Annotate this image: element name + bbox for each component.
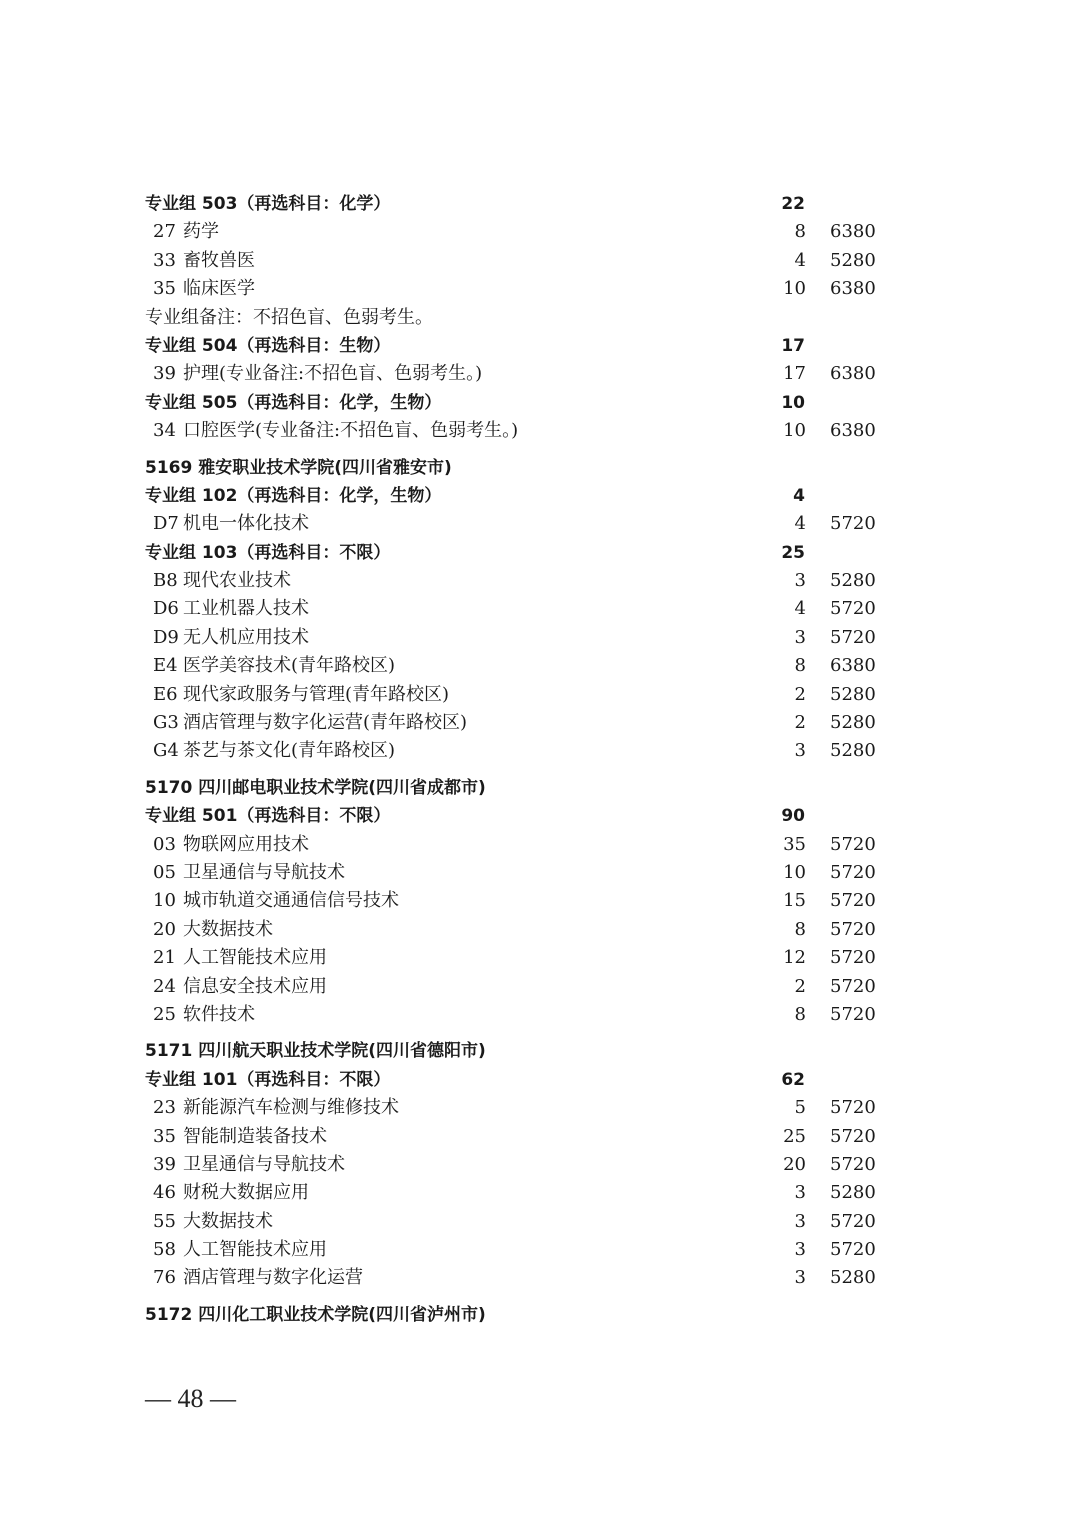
- tuition-fee: 5280: [830, 1267, 876, 1289]
- plan-count: 3: [794, 1267, 806, 1289]
- plan-count: 4: [794, 249, 806, 271]
- plan-count: 8: [794, 655, 806, 677]
- major-code: 35: [153, 1125, 176, 1147]
- major-code: 24: [153, 975, 176, 997]
- major-code: E6: [153, 683, 178, 705]
- tuition-fee: 5720: [830, 1125, 876, 1147]
- major-code: 05: [153, 861, 176, 883]
- major-name: 大数据技术: [183, 918, 273, 940]
- major-name: 人工智能技术应用: [183, 1239, 327, 1261]
- major-code: 25: [153, 1003, 176, 1025]
- major-name: 口腔医学(专业备注:不招色盲、色弱考生。): [183, 420, 519, 442]
- plan-count: 35: [783, 833, 806, 855]
- major-row: [0, 624, 1080, 652]
- group-row: [0, 482, 1080, 510]
- major-code: 55: [153, 1210, 176, 1232]
- tuition-fee: 5720: [830, 1153, 876, 1175]
- plan-count: 3: [794, 1210, 806, 1232]
- major-name: 物联网应用技术: [183, 833, 309, 855]
- major-row: [0, 916, 1080, 944]
- major-name: 大数据技术: [183, 1210, 273, 1232]
- major-name: 财税大数据应用: [183, 1182, 309, 1204]
- group-note: [0, 304, 1080, 332]
- group-row: [0, 802, 1080, 830]
- major-name: 护理(专业备注:不招色盲、色弱考生。): [183, 363, 483, 385]
- plan-count: 4: [794, 513, 806, 535]
- tuition-fee: 5720: [830, 918, 876, 940]
- major-name: 人工智能技术应用: [183, 947, 327, 969]
- major-row: [0, 887, 1080, 915]
- plan-count: 4: [794, 598, 806, 620]
- tuition-fee: 6380: [830, 363, 876, 385]
- plan-count: 12: [783, 947, 806, 969]
- tuition-fee: 6380: [830, 278, 876, 300]
- major-code: G4: [153, 740, 179, 762]
- college-heading: [0, 1301, 1080, 1329]
- tuition-fee: 5720: [830, 598, 876, 620]
- plan-count: 8: [794, 1003, 806, 1025]
- note-title: 专业组备注：不招色盲、色弱考生。: [145, 306, 433, 328]
- major-name: 畜牧兽医: [183, 249, 255, 271]
- major-row: [0, 681, 1080, 709]
- major-code: 76: [153, 1267, 176, 1289]
- plan-count: 8: [794, 221, 806, 243]
- major-name: 工业机器人技术: [183, 598, 309, 620]
- tuition-fee: 6380: [830, 221, 876, 243]
- plan-count: 17: [781, 335, 805, 356]
- tuition-fee: 5280: [830, 1182, 876, 1204]
- college-heading: [0, 1037, 1080, 1065]
- plan-count: 62: [781, 1069, 805, 1090]
- college-title: 5170 四川邮电职业技术学院(四川省成都市): [145, 777, 486, 798]
- group-row: [0, 389, 1080, 417]
- plan-count: 3: [794, 570, 806, 592]
- major-row: [0, 1236, 1080, 1264]
- major-name: 药学: [183, 221, 219, 243]
- plan-count: 25: [783, 1125, 806, 1147]
- college-title: 5171 四川航天职业技术学院(四川省德阳市): [145, 1041, 486, 1062]
- tuition-fee: 5720: [830, 861, 876, 883]
- major-name: 临床医学: [183, 278, 255, 300]
- major-code: 34: [153, 420, 176, 442]
- major-name: 新能源汽车检测与维修技术: [183, 1097, 399, 1119]
- plan-count: 22: [781, 194, 805, 214]
- tuition-fee: 5720: [830, 513, 876, 535]
- college-heading: [0, 774, 1080, 802]
- college-heading: [0, 454, 1080, 482]
- tuition-fee: 5720: [830, 1097, 876, 1119]
- plan-count: 10: [783, 420, 806, 442]
- major-row: [0, 737, 1080, 765]
- group-title: 专业组 505（再选科目：化学，生物）: [145, 392, 442, 413]
- tuition-fee: 5720: [830, 947, 876, 969]
- group-row: [0, 332, 1080, 360]
- major-code: 39: [153, 363, 176, 385]
- plan-count: 3: [794, 626, 806, 648]
- tuition-fee: 6380: [830, 420, 876, 442]
- plan-count: 25: [781, 542, 805, 563]
- major-row: [0, 595, 1080, 623]
- group-title: 专业组 102（再选科目：化学，生物）: [145, 485, 442, 506]
- major-row: [0, 247, 1080, 275]
- tuition-fee: 5720: [830, 1239, 876, 1261]
- major-row: [0, 510, 1080, 538]
- major-row: [0, 973, 1080, 1001]
- major-code: 20: [153, 918, 176, 940]
- major-row: [0, 218, 1080, 246]
- admission-plan-list: [0, 190, 1080, 1329]
- tuition-fee: 5280: [830, 249, 876, 271]
- tuition-fee: 5720: [830, 626, 876, 648]
- major-code: 46: [153, 1182, 176, 1204]
- major-code: 23: [153, 1097, 176, 1119]
- major-name: 现代家政服务与管理(青年路校区): [183, 683, 450, 705]
- major-code: G3: [153, 712, 179, 734]
- major-code: 58: [153, 1239, 176, 1261]
- major-name: 智能制造装备技术: [183, 1125, 327, 1147]
- major-name: 茶艺与茶文化(青年路校区): [183, 740, 396, 762]
- group-row: [0, 190, 1080, 218]
- major-name: 机电一体化技术: [183, 513, 309, 535]
- major-row: [0, 652, 1080, 680]
- major-code: 03: [153, 833, 176, 855]
- group-row: [0, 539, 1080, 567]
- plan-count: 5: [794, 1097, 806, 1119]
- plan-count: 90: [781, 806, 805, 827]
- major-name: 软件技术: [183, 1003, 255, 1025]
- major-row: [0, 275, 1080, 303]
- plan-count: 15: [783, 890, 806, 912]
- group-row: [0, 1066, 1080, 1094]
- plan-count: 10: [783, 278, 806, 300]
- plan-count: 2: [794, 683, 806, 705]
- plan-count: 10: [783, 861, 806, 883]
- tuition-fee: 5280: [830, 740, 876, 762]
- plan-count: 3: [794, 1239, 806, 1261]
- major-row: [0, 709, 1080, 737]
- major-row: [0, 1208, 1080, 1236]
- group-title: 专业组 504（再选科目：生物）: [145, 335, 391, 356]
- major-row: [0, 831, 1080, 859]
- major-name: 卫星通信与导航技术: [183, 1153, 345, 1175]
- group-title: 专业组 501（再选科目：不限）: [145, 806, 391, 827]
- major-name: 医学美容技术(青年路校区): [183, 655, 396, 677]
- tuition-fee: 5720: [830, 1003, 876, 1025]
- major-row: [0, 417, 1080, 445]
- major-row: [0, 1151, 1080, 1179]
- page-number: — 48 —: [145, 1384, 236, 1413]
- college-title: 5169 雅安职业技术学院(四川省雅安市): [145, 457, 452, 478]
- major-row: [0, 944, 1080, 972]
- plan-count: 2: [794, 712, 806, 734]
- tuition-fee: 5720: [830, 833, 876, 855]
- major-row: [0, 1179, 1080, 1207]
- major-name: 酒店管理与数字化运营: [183, 1267, 363, 1289]
- plan-count: 2: [794, 975, 806, 997]
- group-title: 专业组 101（再选科目：不限）: [145, 1069, 391, 1090]
- plan-count: 17: [783, 363, 806, 385]
- major-name: 信息安全技术应用: [183, 975, 327, 997]
- tuition-fee: 5720: [830, 975, 876, 997]
- tuition-fee: 5720: [830, 1210, 876, 1232]
- major-code: 10: [153, 890, 176, 912]
- tuition-fee: 5280: [830, 570, 876, 592]
- plan-count: 10: [781, 392, 805, 413]
- major-row: [0, 1123, 1080, 1151]
- plan-count: 20: [783, 1153, 806, 1175]
- major-row: [0, 567, 1080, 595]
- major-name: 城市轨道交通通信信号技术: [183, 890, 399, 912]
- major-name: 现代农业技术: [183, 570, 291, 592]
- major-code: 39: [153, 1153, 176, 1175]
- major-row: [0, 360, 1080, 388]
- major-row: [0, 1264, 1080, 1292]
- major-code: E4: [153, 655, 178, 677]
- tuition-fee: 6380: [830, 655, 876, 677]
- major-code: D9: [153, 626, 179, 648]
- major-row: [0, 1001, 1080, 1029]
- major-row: [0, 1094, 1080, 1122]
- plan-count: 4: [793, 485, 805, 506]
- major-code: B8: [153, 570, 178, 592]
- major-code: D7: [153, 513, 179, 535]
- group-title: 专业组 503（再选科目：化学）: [145, 194, 391, 214]
- tuition-fee: 5280: [830, 712, 876, 734]
- college-title: 5172 四川化工职业技术学院(四川省泸州市): [145, 1304, 486, 1325]
- major-code: 33: [153, 249, 176, 271]
- major-name: 酒店管理与数字化运营(青年路校区): [183, 712, 468, 734]
- major-code: 27: [153, 221, 176, 243]
- plan-count: 8: [794, 918, 806, 940]
- major-name: 无人机应用技术: [183, 626, 309, 648]
- major-code: 35: [153, 278, 176, 300]
- major-row: [0, 859, 1080, 887]
- major-code: D6: [153, 598, 179, 620]
- tuition-fee: 5720: [830, 890, 876, 912]
- group-title: 专业组 103（再选科目：不限）: [145, 542, 391, 563]
- major-code: 21: [153, 947, 176, 969]
- plan-count: 3: [794, 740, 806, 762]
- major-name: 卫星通信与导航技术: [183, 861, 345, 883]
- plan-count: 3: [794, 1182, 806, 1204]
- tuition-fee: 5280: [830, 683, 876, 705]
